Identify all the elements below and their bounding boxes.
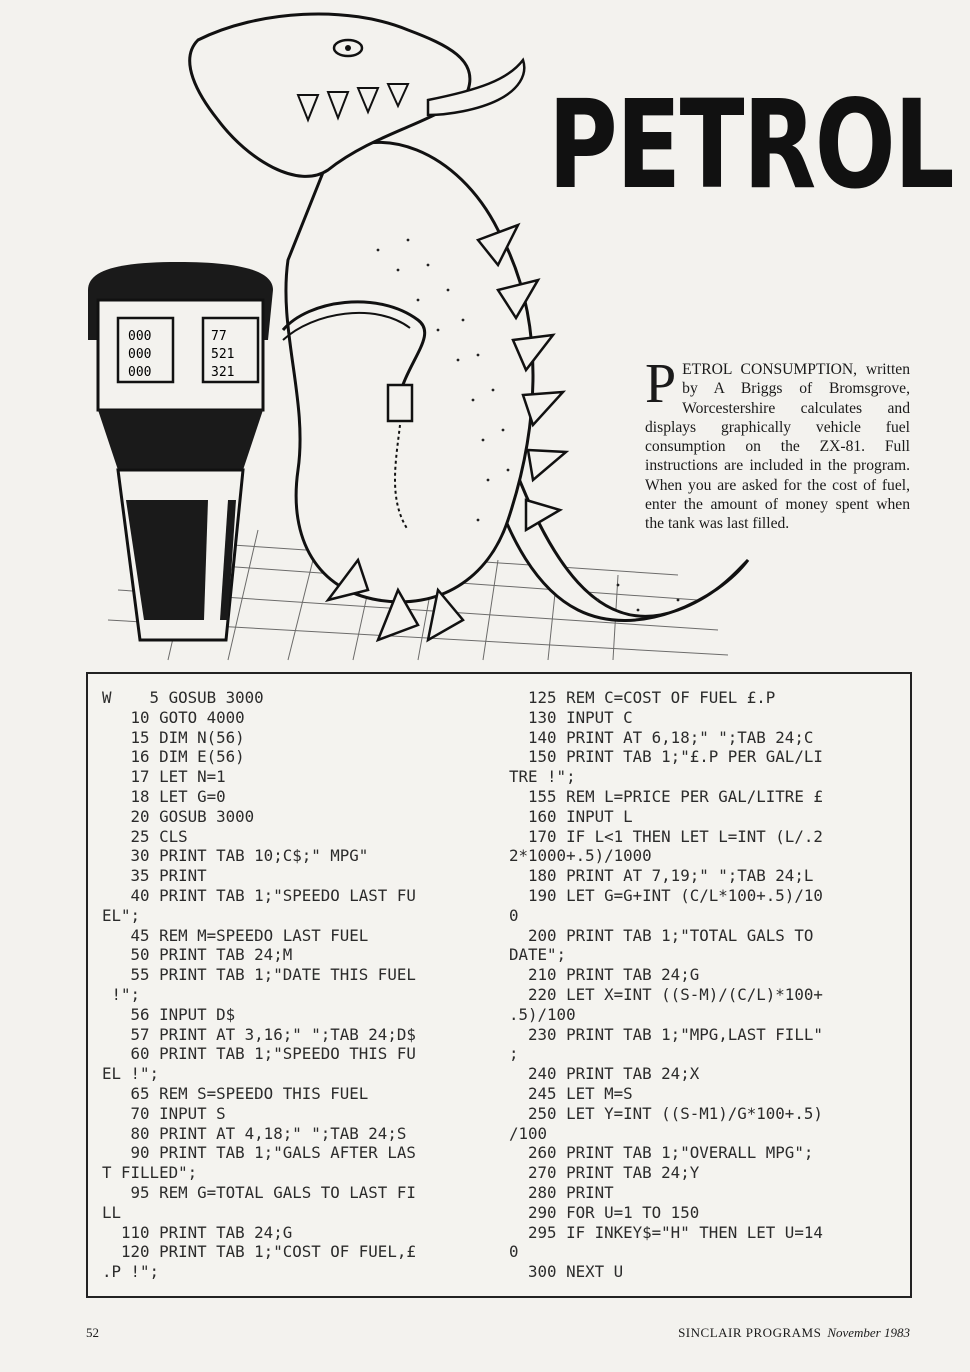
code-line: 150 PRINT TAB 1;"£.P PER GAL/LI (509, 747, 823, 767)
code-line: 270 PRINT TAB 24;Y (509, 1163, 700, 1183)
magazine-name: SINCLAIR PROGRAMS (678, 1325, 822, 1340)
code-line: 55 PRINT TAB 1;"DATE THIS FUEL (102, 965, 416, 985)
code-line: 110 PRINT TAB 24;G (102, 1222, 293, 1242)
code-line: 2*1000+.5)/1000 (509, 846, 652, 866)
code-line: 240 PRINT TAB 24;X (509, 1064, 700, 1084)
page-title: PETROL (548, 74, 954, 216)
code-line: ; (509, 1044, 519, 1064)
code-line: 290 FOR U=1 TO 150 (509, 1202, 700, 1222)
intro-paragraph (645, 353, 910, 534)
pump-right-digit: 321 (211, 365, 235, 380)
code-line: 57 PRINT AT 3,16;" ";TAB 24;D$ (102, 1024, 416, 1044)
code-line: 210 PRINT TAB 24;G (509, 965, 700, 985)
pump-left-digit: 000 (128, 329, 152, 344)
code-line: 220 LET X=INT ((S-M)/(C/L)*100+ (509, 984, 823, 1004)
code-line: 120 PRINT TAB 1;"COST OF FUEL,£ (102, 1242, 416, 1262)
code-line: 56 INPUT D$ (102, 1004, 236, 1024)
code-line: 125 REM C=COST OF FUEL £.P (509, 688, 776, 707)
code-line: 10 GOTO 4000 (102, 707, 245, 727)
code-line: 245 LET M=S (509, 1083, 633, 1103)
code-line: T FILLED"; (102, 1163, 198, 1183)
code-line: DATE"; (509, 945, 567, 965)
code-line: LL (102, 1202, 122, 1222)
code-line: 65 REM S=SPEEDO THIS FUEL (102, 1083, 369, 1103)
code-line: 230 PRINT TAB 1;"MPG,LAST FILL" (509, 1024, 823, 1044)
code-line: TRE !"; (509, 767, 576, 787)
code-line: 25 CLS (102, 826, 188, 846)
pump-right-digit: 77 (211, 329, 227, 344)
code-line: 0 (509, 905, 519, 925)
code-line: EL !"; (102, 1064, 160, 1084)
page-footer (678, 1325, 910, 1341)
code-line: 18 LET G=0 (102, 786, 226, 806)
pump-left-digit: 000 (128, 347, 152, 362)
code-line: 190 LET G=G+INT (C/L*100+.5)/10 (509, 885, 823, 905)
code-line: 17 LET N=1 (102, 767, 226, 787)
code-line: 160 INPUT L (509, 806, 633, 826)
code-line: 295 IF INKEY$="H" THEN LET U=14 (509, 1222, 823, 1242)
code-line: 130 INPUT C (509, 707, 633, 727)
pump-left-digit: 000 (128, 365, 152, 380)
code-line: 180 PRINT AT 7,19;" ";TAB 24;L (509, 866, 814, 886)
code-line: /100 (509, 1123, 548, 1143)
code-line: 280 PRINT (509, 1182, 614, 1202)
code-line: 170 IF L<1 THEN LET L=INT (L/.2 (509, 826, 823, 846)
code-line: 40 PRINT TAB 1;"SPEEDO LAST FU (102, 885, 416, 905)
drop-cap: P (645, 353, 677, 415)
page-number: 52 (86, 1325, 99, 1340)
code-line: W 5 GOSUB 3000 (102, 688, 264, 707)
code-line: EL"; (102, 905, 141, 925)
code-line: 35 PRINT (102, 866, 207, 886)
code-line: 300 NEXT U (509, 1262, 624, 1282)
listing-column-right (509, 688, 904, 1282)
code-line: 95 REM G=TOTAL GALS TO LAST FI (102, 1182, 416, 1202)
code-line: 20 GOSUB 3000 (102, 806, 255, 826)
pump-nozzle (388, 385, 412, 421)
code-line: 50 PRINT TAB 24;M (102, 945, 293, 965)
code-line: 30 PRINT TAB 10;C$;" MPG" (102, 846, 369, 866)
issue-date: November 1983 (827, 1325, 910, 1340)
code-line: 140 PRINT AT 6,18;" ";TAB 24;C (509, 727, 814, 747)
code-line: 70 INPUT S (102, 1103, 226, 1123)
code-line: 260 PRINT TAB 1;"OVERALL MPG"; (509, 1143, 814, 1163)
code-line: 200 PRINT TAB 1;"TOTAL GALS TO (509, 925, 814, 945)
code-line: .P !"; (102, 1262, 160, 1282)
code-line: 45 REM M=SPEEDO LAST FUEL (102, 925, 369, 945)
code-line: 90 PRINT TAB 1;"GALS AFTER LAS (102, 1143, 416, 1163)
intro-text: ETROL CONSUMPTION, written by A Briggs of Bromsgrove, Worcestershire calculates and displays graphically vehicle fuel consumption on the ZX-81. Full instructions are included in the program. When you are asked for the cost of fuel, enter the amount of money spent when the tank was last filled. (645, 361, 910, 533)
pump-right-digit: 521 (211, 347, 235, 362)
code-line: .5)/100 (509, 1004, 576, 1024)
code-line: 250 LET Y=INT ((S-M1)/G*100+.5) (509, 1103, 823, 1123)
code-line: 15 DIM N(56) (102, 727, 245, 747)
code-line: 80 PRINT AT 4,18;" ";TAB 24;S (102, 1123, 407, 1143)
code-line: 16 DIM E(56) (102, 747, 245, 767)
code-line: 155 REM L=PRICE PER GAL/LITRE £ (509, 786, 823, 806)
code-line: 60 PRINT TAB 1;"SPEEDO THIS FU (102, 1044, 416, 1064)
program-listing (86, 672, 912, 1298)
code-line: 0 (509, 1242, 519, 1262)
listing-column-left (102, 688, 504, 1282)
code-line: !"; (102, 984, 141, 1004)
